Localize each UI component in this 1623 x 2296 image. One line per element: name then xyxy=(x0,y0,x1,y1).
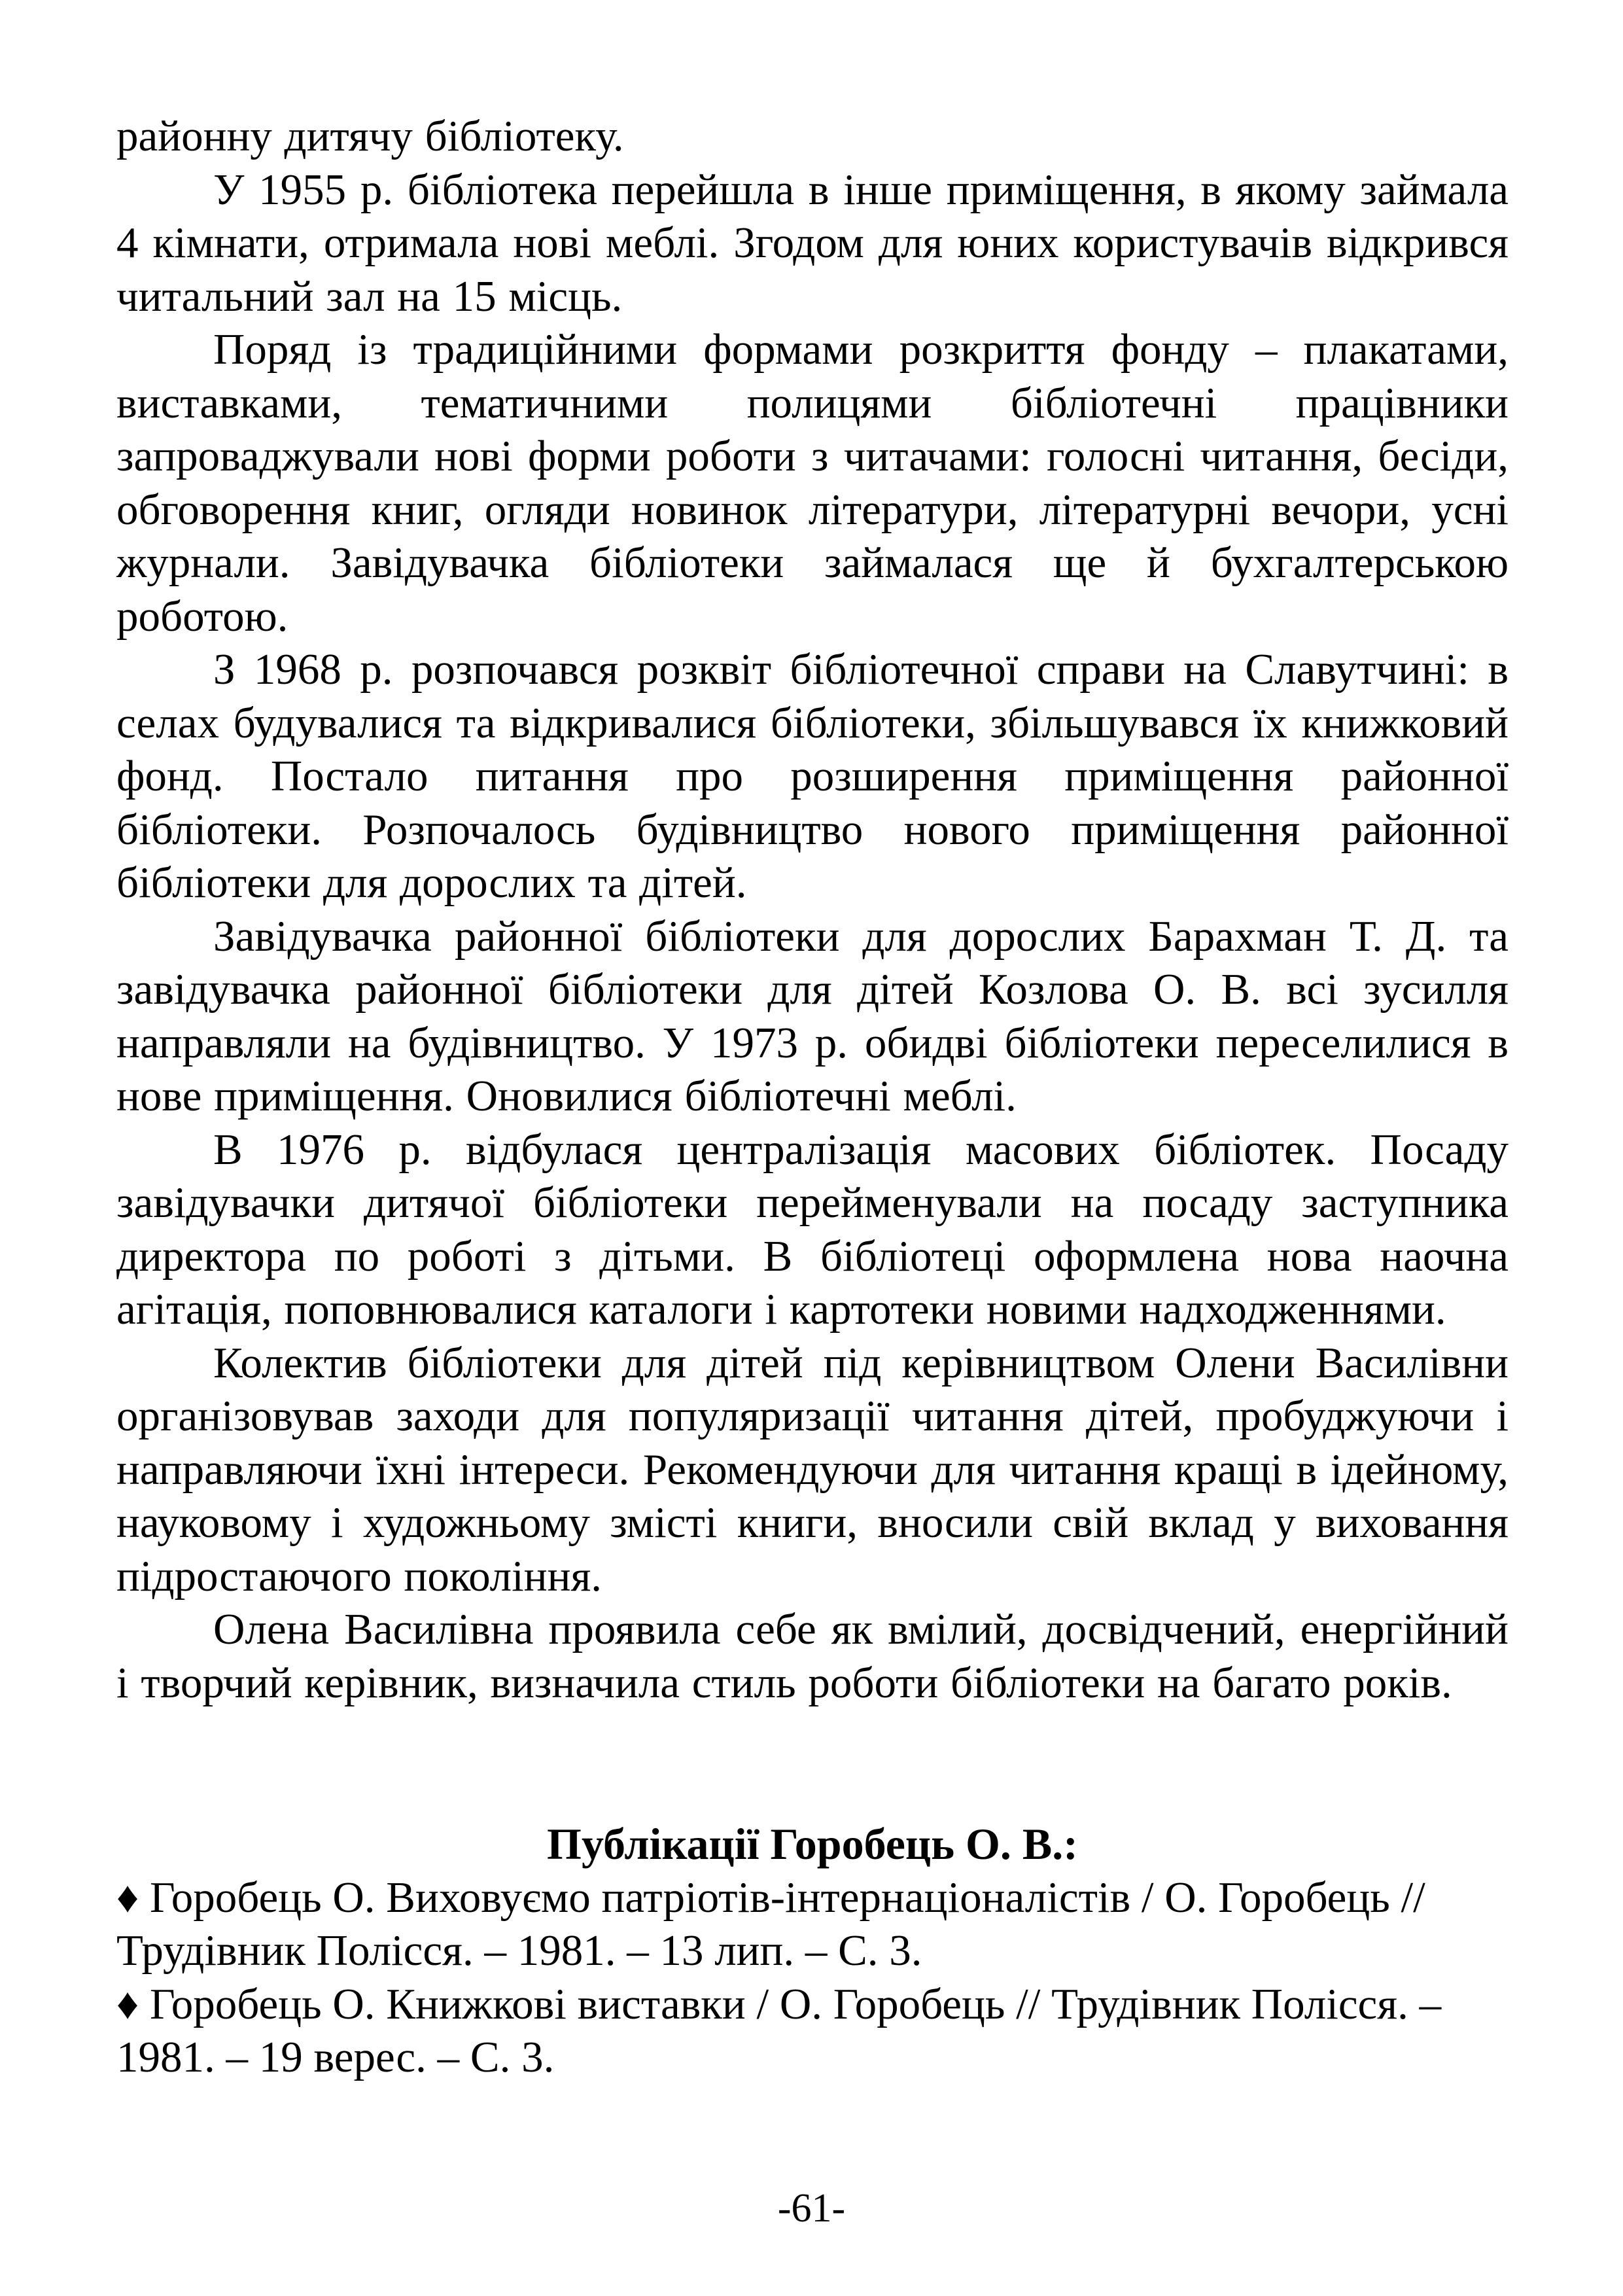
paragraph-1976-centralization: В 1976 р. відбулася централізація масових бібліотек. Посаду завідувачки дитячої бібліотеки перейменували на посаду заступника директора по роботі з дітьми. В бібліотеці оформлена нова наочна агітація, поповнювалися каталоги і картотеки новими надходженнями. xyxy=(116,1125,1509,1333)
page-number: -61- xyxy=(777,2186,846,2231)
page-body xyxy=(116,110,1509,2085)
paragraph-work-forms: Поряд із традиційними формами розкриття фонду – плакатами, виставками, тематичними полицями бібліотечні працівники запроваджували нові форми роботи з читачами: голосні читання, бесіди, обговорення книг, огляди новинок літератури, літературні вечори, усні журнали. Завідувачка бібліотеки займалася ще й бухгалтерською роботою. xyxy=(116,325,1509,641)
publication-entry xyxy=(116,1978,1509,2085)
diamond-bullet-icon: ♦ xyxy=(116,1873,139,1922)
publication-entry-text: Горобець О. Виховуємо патріотів-інтернаціоналістів / О. Горобець // Трудівник Полісся. – 1981. – 13 лип. – С. 3. xyxy=(116,1873,1425,1975)
paragraph-construction: Завідувачка районної бібліотеки для дорослих Барахман Т. Д. та завідувачка районної бібліотеки для дітей Козлова О. В. всі зусилля направляли на будівництво. У 1973 р. обидві бібліотеки переселилися в нове приміщення. Оновилися бібліотечні меблі. xyxy=(116,911,1509,1120)
paragraph-1955-relocation: У 1955 р. бібліотека перейшла в інше приміщення, в якому займала 4 кімнати, отримала нові меблі. Згодом для юних користувачів відкрився читальний зал на 15 місць. xyxy=(116,165,1509,321)
diamond-bullet-icon: ♦ xyxy=(116,1979,139,2028)
paragraph-1968-growth: З 1968 р. розпочався розквіт бібліотечної справи на Славутчині: в селах будувалися та відкривалися бібліотеки, збільшувався їх книжковий фонд. Постало питання про розширення приміщення районної бібліотеки. Розпочалось будівництво нового приміщення районної бібліотеки для дорослих та дітей. xyxy=(116,645,1509,907)
publication-entry xyxy=(116,1871,1509,1978)
publications-heading: Публікації Горобець О. В.: xyxy=(547,1819,1078,1869)
paragraph-continuation: районну дитячу бібліотеку. xyxy=(116,112,624,160)
paragraph-leader-summary: Олена Василівна проявила себе як вмілий, досвідчений, енергійний і творчий керівник, визначила стиль роботи бібліотеки на багато років. xyxy=(116,1605,1509,1707)
publication-entry-text: Горобець О. Книжкові виставки / О. Горобець // Трудівник Полісся. – 1981. – 19 верес. – С. 3. xyxy=(116,1979,1442,2081)
paragraph-team-work: Колектив бібліотеки для дітей під керівництвом Олени Василівни організовував заходи для популяризації читання дітей, пробуджуючи і направляючи їхні інтереси. Рекомендуючи для читання кращі в ідейному, науковому і художньому змісті книги, вносили свій вклад у виховання підростаючого покоління. xyxy=(116,1338,1509,1600)
